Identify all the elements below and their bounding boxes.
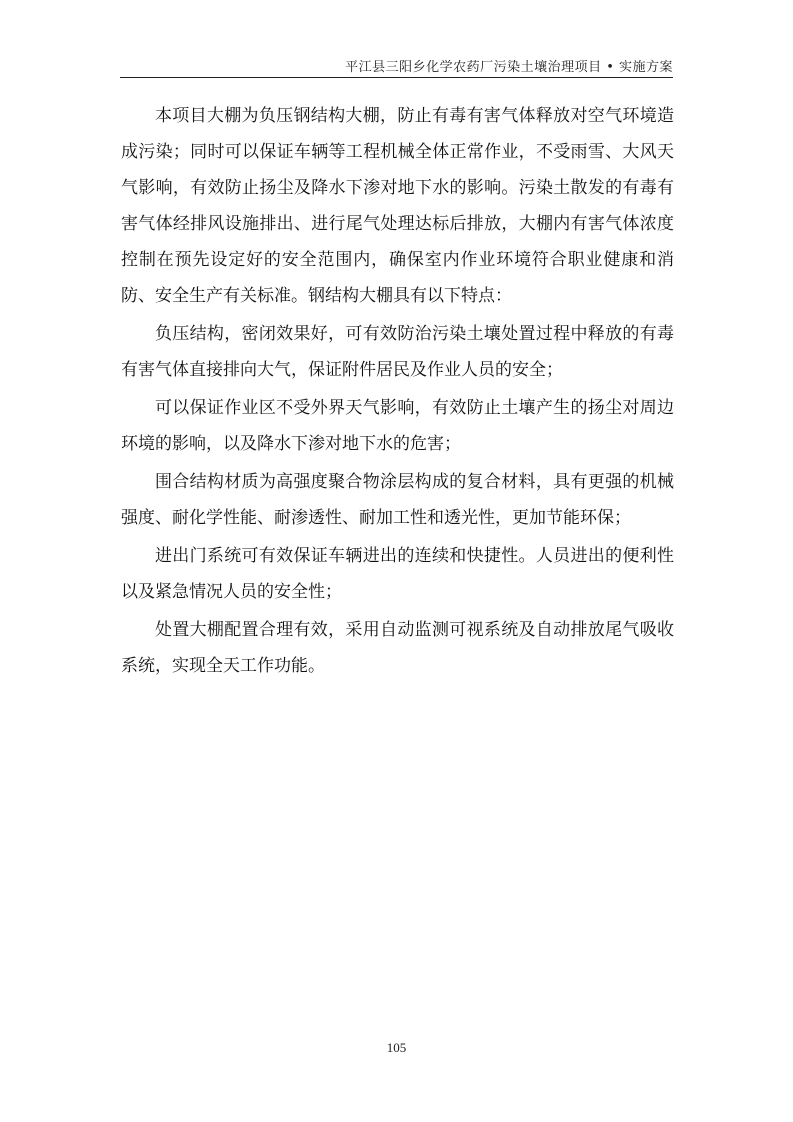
page-number: 105: [386, 1040, 407, 1055]
running-header: 平江县三阳乡化学农药厂污染土壤治理项目 • 实施方案: [345, 60, 673, 75]
body-text: [121, 98, 674, 686]
paragraph-configuration: 处置大棚配置合理有效，采用自动监测可视系统及自动排放尾气吸收系统，实现全天工作功能。: [121, 620, 674, 676]
paragraph-enclosure-material: 围合结构材质为高强度聚合物涂层构成的复合材料，具有更强的机械强度、耐化学性能、耐渗透性、耐加工性和透光性，更加节能环保；: [121, 472, 674, 528]
header-rule: [120, 77, 673, 78]
paragraph-weather-protection: 可以保证作业区不受外界天气影响，有效防止土壤产生的扬尘对周边环境的影响，以及降水下渗对地下水的危害；: [121, 398, 674, 454]
paragraph-door-system: 进出门系统可有效保证车辆进出的连续和快捷性。人员进出的便利性以及紧急情况人员的安全性；: [121, 546, 674, 602]
paragraph-negative-pressure: 负压结构，密闭效果好，可有效防治污染土壤处置过程中释放的有毒有害气体直接排向大气，保证附件居民及作业人员的安全；: [121, 324, 674, 380]
paragraph-intro: 本项目大棚为负压钢结构大棚，防止有毒有害气体释放对空气环境造成污染；同时可以保证车辆等工程机械全体正常作业，不受雨雪、大风天气影响，有效防止扬尘及降水下渗对地下水的影响。污染土散发的有毒有害气体经排风设施排出、进行尾气处理达标后排放，大棚内有害气体浓度控制在预先设定好的安全范围内，确保室内作业环境符合职业健康和消防、安全生产有关标准。钢结构大棚具有以下特点：: [121, 106, 674, 306]
